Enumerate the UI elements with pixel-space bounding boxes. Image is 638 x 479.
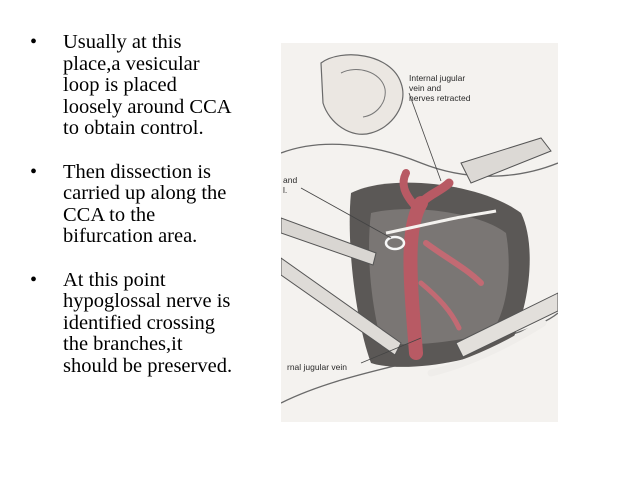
carotid-dissection-drawing bbox=[281, 43, 558, 422]
bullet-list bbox=[30, 32, 280, 399]
label-vein-and: vein and bbox=[409, 83, 442, 93]
label-left-fragment: l. bbox=[283, 185, 288, 195]
wound-depth bbox=[369, 209, 509, 344]
anatomy-illustration bbox=[281, 43, 558, 422]
bullet-item-3: • At this point hypoglossal nerve is identified crossing the branches,it should be preserved. bbox=[30, 270, 280, 378]
label-internal-jugular: Internal jugular bbox=[409, 73, 466, 83]
bullet-item-2: • Then dissection is carried up along the CCA to the bifurcation area. bbox=[30, 162, 280, 248]
bullet-item-1: • Usually at this place,a vesicular loop is placed loosely around CCA to obtain control. bbox=[30, 32, 280, 140]
label-left-and: and bbox=[283, 175, 298, 185]
label-nerves-retracted: nerves retracted bbox=[409, 93, 471, 103]
label-jugular-vein: rnal jugular vein bbox=[287, 362, 348, 372]
